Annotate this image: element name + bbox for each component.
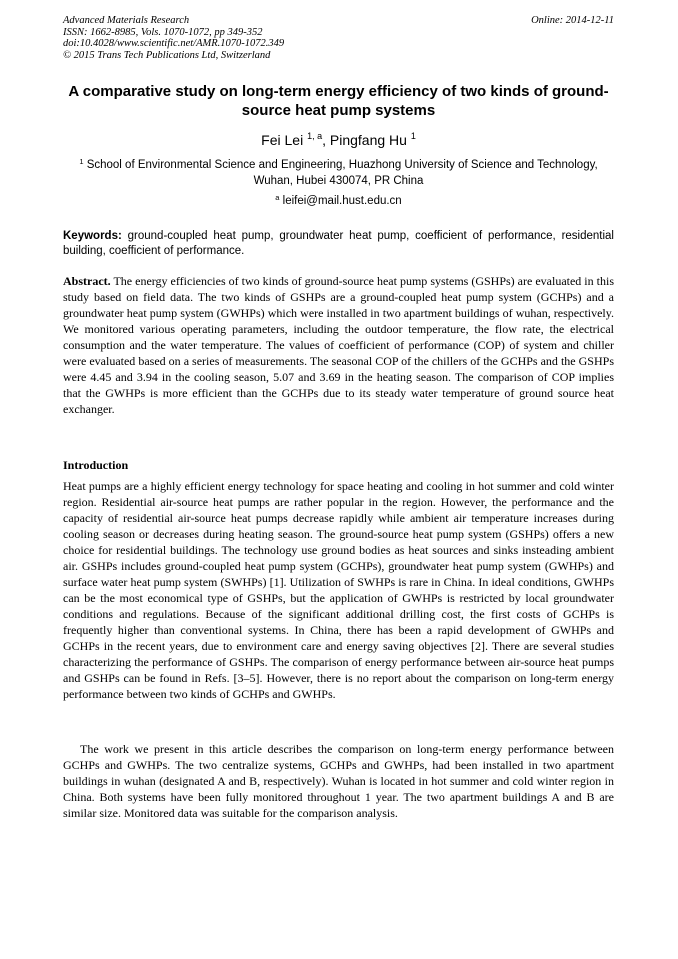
introduction-paragraph: The work we present in this article describes the comparison on long-term energy performance between GCHPs and GWHPs. The two centralize systems, GCHPs and GWHPs, had been installed in two apartment buildings in wuhan (designated A and B, respectively). Wuhan is located in hot summer and cold winter region in China. Both systems have been fully monitored throughout 1 year. The two apartment buildings A and B are similar size. Monitored data was suitable for the comparison analysis. — [63, 742, 614, 820]
author-affiliation-mark: 1, a — [307, 131, 323, 141]
journal-header — [63, 15, 614, 61]
author-line — [63, 131, 614, 149]
author-affiliation-mark: 1 — [410, 131, 416, 141]
email-mark: a — [275, 193, 280, 202]
introduction-paragraph: Heat pumps are a highly efficient energy technology for space heating and cooling in hot summer and cold winter region. Residential air-source heat pumps are rather popular in the region. However, the performance and the capacity of residential air-source heat pumps decrease rapidly while ambient air temperature increases during cooling season or decreases during heating season. The ground-source heat pump system (GSHPs) offers a new choice for residential buildings. The technology use ground bodies as heat sources and sinks insteading ambient air. GSHPs includes ground-coupled heat pump system (GCHPs), groundwater heat pump system (GWHPs) and surface water heat pump system (SWHPs) [1]. Utilization of SWHPs is rare in China. In ideal conditions, GWHPs can be the most economical type of GSHPs, but the application of GWHPs is restricted by local groundwater conditions and regulations. Because of the significant additional drilling cost, the first costs of GCHPs is frequently higher than conventional systems. In China, there has been a rapid development of GWHPs and GCHPs in the recent years, due to environment care and energy saving objectives [2]. There are several studies characterizing the performance of GSHPs. The comparison of energy performance between air-source heat pumps and GSHPs can be found in Refs. [3–5]. However, there is no report about the comparison on long-term energy performance between two kinds of GCHPs and GWHPs. — [63, 479, 614, 701]
keywords-text: ground-coupled heat pump, groundwater heat pump, coefficient of performance, residential building, coefficient of performance. — [63, 230, 614, 257]
abstract — [63, 273, 614, 417]
journal-copyright: © 2015 Trans Tech Publications Ltd, Switzerland — [63, 49, 271, 61]
affiliation — [75, 157, 602, 189]
journal-name: Advanced Materials Research — [63, 15, 190, 26]
author-separator: , — [322, 132, 330, 148]
abstract-text: The energy efficiencies of two kinds of ground-source heat pump systems (GSHPs) are evaluated in this study based on field data. The two kinds of GSHPs are a ground-coupled heat pump system (GCHPs) and a groundwater heat pump system (GWHPs) which were installed in two apartment buildings of wuhan, respectively. We monitored various operating parameters, including the outdoor temperature, the flow rate, the electrical consumption and the water temperature. The values of coefficient of performance (COP) of system and chiller were evaluated based on a series of measurements. The seasonal COP of the chillers of the GCHPs and the GSHPs were 4.45 and 3.94 in the cooling season, 5.07 and 3.69 in the heating season. The comparison of COP implies that the GWHPs is more efficient than the GCHPs due to its steady water temperature of ground source heat exchanger. — [63, 274, 614, 416]
journal-doi: doi:10.4028/www.scientific.net/AMR.1070-1072.349 — [63, 38, 285, 49]
contact-email — [63, 193, 614, 209]
online-date: Online: 2014-12-11 — [531, 15, 614, 26]
section-heading-introduction: Introduction — [63, 458, 129, 472]
email-address: leifei@mail.hust.edu.cn — [282, 195, 402, 207]
affiliation-mark: 1 — [79, 157, 84, 166]
journal-issn: ISSN: 1662-8985, Vols. 1070-1072, pp 349-352 — [63, 26, 263, 38]
author-name: Pingfang Hu — [329, 132, 407, 148]
paper-title: A comparative study on long-term energy efficiency of two kinds of ground-source heat pump systems — [68, 83, 609, 119]
abstract-label: Abstract. — [63, 274, 111, 288]
keywords — [63, 229, 614, 258]
keywords-label: Keywords: — [63, 230, 122, 242]
affiliation-text: School of Environmental Science and Engineering, Huazhong University of Science and Technology, Wuhan, Hubei 430074, PR China — [86, 159, 598, 187]
author-name: Fei Lei — [261, 132, 304, 148]
